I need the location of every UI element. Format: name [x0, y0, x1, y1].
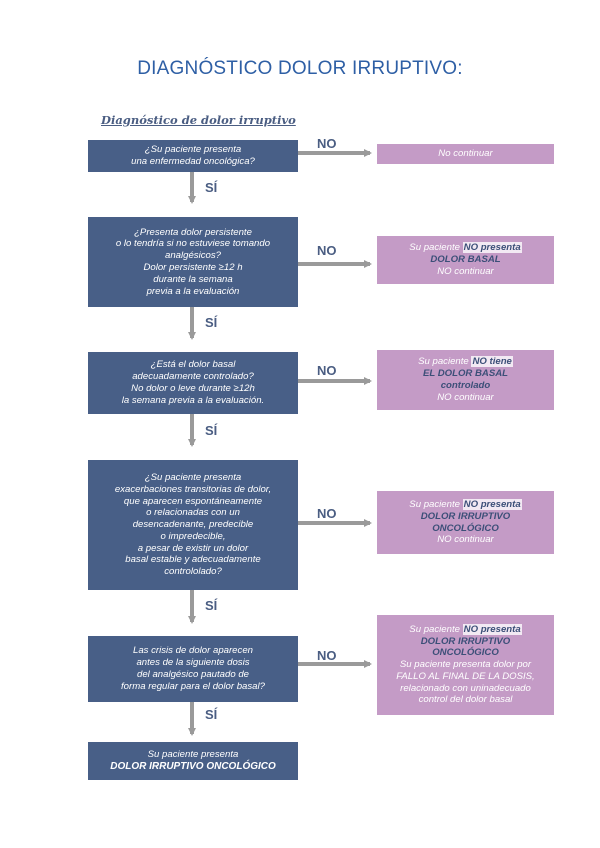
result-text: NO continuar	[437, 534, 494, 546]
question-line: ¿Está el dolor basal	[150, 359, 236, 371]
question-line: o impredecible,	[160, 530, 226, 542]
question-box-4	[88, 460, 298, 590]
question-line: antes de la siguiente dosis	[136, 657, 250, 669]
result-highlight: NO presenta	[463, 242, 521, 254]
result-highlight: controlado	[440, 380, 491, 391]
result-line	[396, 671, 534, 683]
result-highlight: DOLOR IRRUPTIVO	[420, 510, 511, 522]
final-box	[88, 742, 298, 780]
question-line: forma regular para el dolor basal?	[121, 680, 265, 692]
result-line	[409, 624, 521, 636]
result-text: NO continuar	[437, 265, 494, 277]
question-line: No dolor o leve durante ≥12h	[131, 383, 255, 394]
result-highlight: DOLOR IRRUPTIVO	[420, 635, 511, 647]
question-box-3	[88, 352, 298, 414]
question-line: Dolor persistente ≥12 h	[143, 262, 243, 273]
final-line-1: Su paciente presenta	[147, 749, 239, 761]
no-label-4: NO	[317, 506, 337, 521]
question-line: ¿Presenta dolor persistente	[134, 226, 252, 238]
question-line: desencadenante, predecible	[132, 519, 254, 531]
result-text: Su paciente	[418, 356, 472, 368]
result-text: FALLO AL FINAL DE LA DOSIS,	[396, 670, 535, 682]
result-line	[441, 380, 491, 392]
question-box-2	[88, 217, 298, 307]
question-line: analgésicos?	[164, 250, 221, 262]
result-line	[423, 368, 508, 380]
final-line-2: DOLOR IRRUPTIVO ONCOLÓGICO	[110, 761, 276, 772]
result-line	[438, 148, 492, 160]
result-box-5	[377, 615, 554, 715]
question-line: o lo tendría si no estuviese tomando	[115, 238, 271, 250]
question-box-1	[88, 140, 298, 172]
si-label-4: SÍ	[205, 598, 218, 613]
result-highlight: ONCOLÓGICO	[432, 647, 499, 659]
question-line: o relacionadas con un	[146, 507, 240, 519]
result-line	[421, 636, 511, 648]
result-line	[409, 499, 521, 511]
result-box-3	[377, 350, 554, 410]
result-highlight: DOLOR BASAL	[430, 254, 501, 266]
result-line	[437, 392, 494, 404]
result-text: control del dolor basal	[418, 694, 513, 706]
question-line: del analgésico pautado de	[136, 669, 250, 680]
page-title: DIAGNÓSTICO DOLOR IRRUPTIVO:	[137, 58, 463, 79]
question-line: a pesar de existir un dolor	[137, 542, 249, 554]
result-highlight: NO presenta	[463, 498, 521, 510]
result-text: NO continuar	[437, 391, 494, 403]
si-label-5: SÍ	[205, 707, 218, 722]
question-line: contrololado?	[164, 566, 222, 578]
result-highlight: EL DOLOR BASAL	[422, 368, 509, 380]
result-line	[400, 659, 531, 671]
question-line: la semana previa a la evaluación.	[121, 394, 265, 406]
no-label-2: NO	[317, 243, 337, 258]
result-box-4	[377, 491, 554, 554]
si-label-1: SÍ	[205, 180, 218, 195]
result-highlight: NO tiene	[472, 356, 512, 368]
si-label-3: SÍ	[205, 423, 218, 438]
question-line: durante la semana	[153, 273, 233, 285]
result-highlight: ONCOLÓGICO	[432, 522, 499, 534]
no-label-5: NO	[317, 648, 337, 663]
result-text: Su paciente	[409, 498, 463, 510]
no-label-3: NO	[317, 363, 337, 378]
result-line	[400, 683, 531, 695]
question-line: que aparecen espontáneamente	[123, 495, 263, 507]
si-label-2: SÍ	[205, 315, 218, 330]
diagram-title: Diagnóstico de dolor irruptivo	[101, 113, 296, 127]
result-highlight: NO presenta	[463, 623, 521, 635]
result-text: Su paciente	[409, 623, 463, 635]
result-line	[430, 254, 500, 266]
question-box-5	[88, 636, 298, 702]
result-line	[418, 356, 513, 368]
result-box-2	[377, 236, 554, 284]
question-line: previa a la evaluación	[146, 285, 240, 297]
question-line: Las crisis de dolor aparecen	[133, 645, 253, 657]
question-line: ¿Su paciente presenta	[144, 144, 242, 156]
result-line	[432, 647, 499, 659]
result-line	[437, 266, 494, 278]
result-line	[432, 523, 499, 535]
result-line	[421, 511, 511, 523]
result-line	[409, 242, 521, 254]
result-line	[437, 534, 494, 546]
question-line: adecuadamente controlado?	[132, 371, 254, 383]
question-line: exacerbaciones transitorias de dolor,	[114, 483, 272, 495]
result-line	[419, 694, 513, 706]
result-text: Su paciente presenta dolor por	[399, 659, 532, 671]
question-line: una enfermedad oncológica?	[131, 156, 255, 167]
result-text: relacionado con uninadecuado	[400, 682, 531, 694]
result-box-1	[377, 144, 554, 164]
question-line: basal estable y adecuadamente	[125, 554, 261, 566]
question-line: ¿Su paciente presenta	[144, 471, 242, 483]
no-label-1: NO	[317, 136, 337, 151]
result-text: No continuar	[438, 148, 493, 160]
result-text: Su paciente	[409, 242, 463, 254]
